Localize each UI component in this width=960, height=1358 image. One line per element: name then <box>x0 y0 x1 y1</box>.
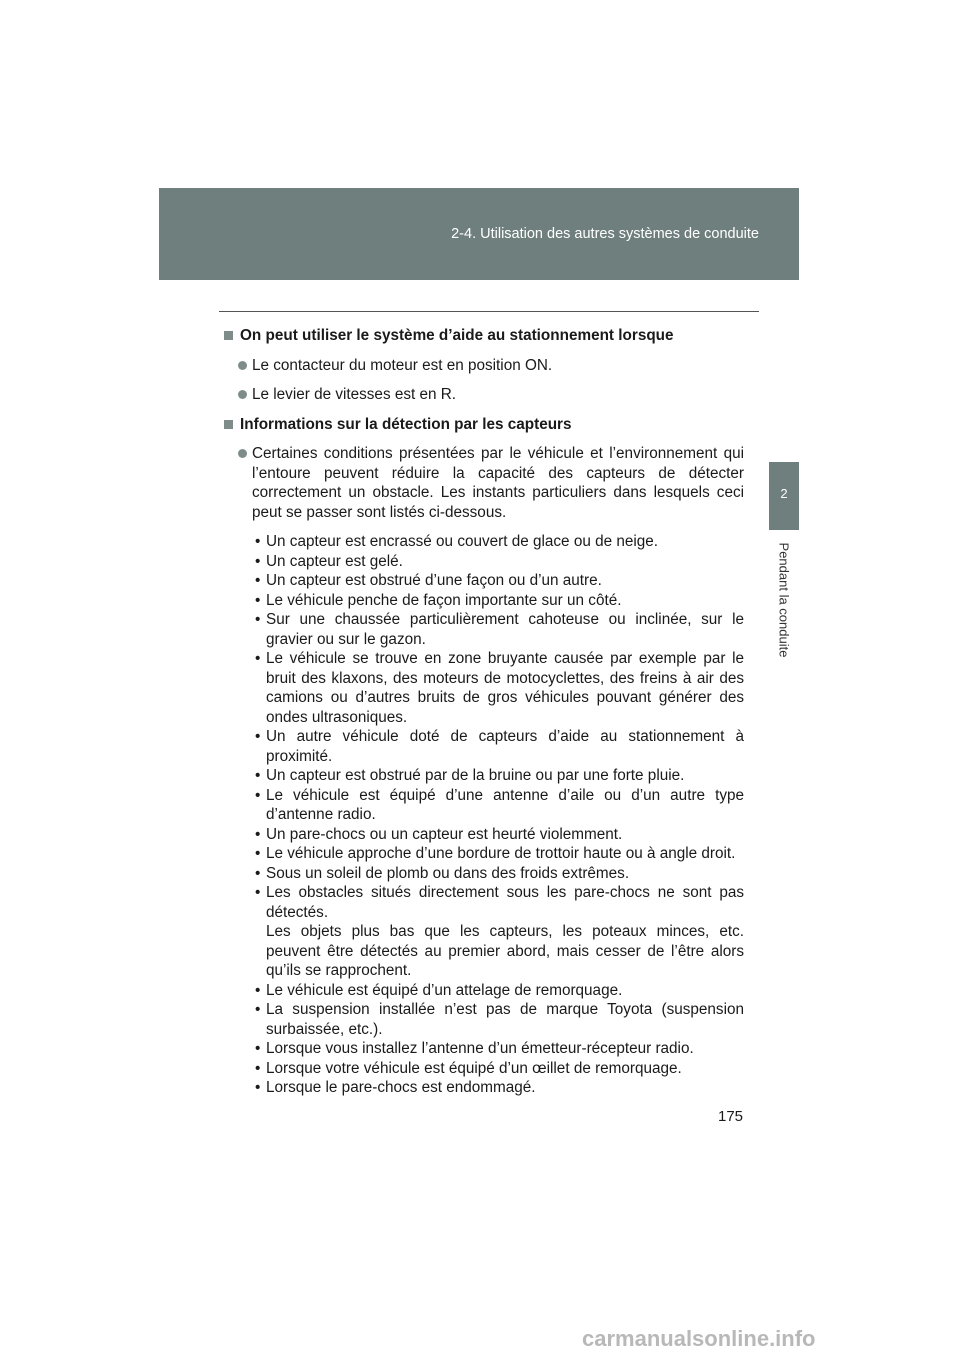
bullet-dot-icon: • <box>255 650 261 667</box>
bullet-dot-icon: • <box>255 728 261 745</box>
list-item <box>224 610 744 649</box>
list-item-text: Certaines conditions présentées par le véhicule et l’environnement qui l’entoure peuvent réduire la capacité des capteurs de détecter correctement un obstacle. Les instants particuliers dans lesquels ceci peut se passer sont listés ci-dessous. <box>252 445 744 521</box>
list-item-text: Sous un soleil de plomb ou dans des froids extrêmes. <box>266 864 630 882</box>
bullet-dot-icon: • <box>255 1001 261 1018</box>
list-item-text: Un autre véhicule doté de capteurs d’aide au stationnement à proximité. <box>266 728 744 765</box>
bullet-dot-icon: • <box>255 884 261 901</box>
bullet-dot-icon: • <box>255 1079 261 1096</box>
bullet-dot-icon: • <box>255 591 261 609</box>
main-content <box>224 326 744 1098</box>
list-item <box>224 385 744 405</box>
list-item-text: Un capteur est gelé. <box>266 552 403 570</box>
list-item-text: Le véhicule est équipé d’une antenne d’aile ou d’un autre type d’antenne radio. <box>266 786 744 823</box>
list-item-text: Lorsque votre véhicule est équipé d’un œillet de remorquage. <box>266 1059 682 1077</box>
circle-bullet-icon <box>238 449 247 458</box>
list-item <box>224 591 744 611</box>
bullet-dot-icon: • <box>255 611 261 628</box>
list-item <box>224 844 744 864</box>
bullet-dot-icon: • <box>255 1059 261 1077</box>
bullet-dot-icon: • <box>255 572 261 589</box>
list-item-text: Le véhicule se trouve en zone bruyante causée par exemple par le bruit des klaxons, des moteurs de motocyclettes, des freins à air des camions ou d’autres bruits de gros véhicules pouvant générer des ondes ultrasoniques. <box>266 650 744 726</box>
bullet-dot-icon: • <box>255 864 261 882</box>
header-band <box>159 188 799 280</box>
list-item <box>224 1039 744 1059</box>
list-item <box>224 727 744 766</box>
list-item <box>224 864 744 884</box>
list-item <box>224 1078 744 1098</box>
section-heading <box>224 415 744 435</box>
list-item <box>224 1000 744 1039</box>
bullet-dot-icon: • <box>255 981 261 999</box>
list-item <box>224 444 744 522</box>
list-item-text: Un capteur est obstrué par de la bruine ou par une forte pluie. <box>266 767 685 784</box>
conditions-list <box>224 532 744 1098</box>
bullet-dot-icon: • <box>255 533 261 550</box>
list-item <box>224 786 744 825</box>
bullet-dot-icon: • <box>255 767 261 784</box>
section-heading-text: On peut utiliser le système d’aide au stationnement lorsque <box>240 327 674 344</box>
list-item <box>224 883 744 981</box>
square-marker-icon <box>224 420 233 429</box>
chapter-number: 2 <box>780 486 788 501</box>
section-heading <box>224 326 744 346</box>
list-item-text: Lorsque vous installez l’antenne d’un émetteur-récepteur radio. <box>266 1040 694 1057</box>
bullet-dot-icon: • <box>255 786 261 804</box>
list-item-text: Le levier de vitesses est en R. <box>252 386 457 403</box>
list-item <box>224 1059 744 1079</box>
list-item <box>224 825 744 845</box>
list-item <box>224 649 744 727</box>
list-item-text: Sur une chaussée particulièrement cahoteuse ou inclinée, sur le gravier ou sur le gazon. <box>266 611 744 648</box>
page-number: 175 <box>718 1108 744 1125</box>
list-item <box>224 766 744 786</box>
chapter-label: Pendant la conduite <box>776 542 792 658</box>
list-item <box>224 532 744 552</box>
list-item <box>224 571 744 591</box>
section-heading-text: Informations sur la détection par les capteurs <box>240 415 572 433</box>
bullet-dot-icon: • <box>255 1040 261 1057</box>
list-item-text: La suspension installée n’est pas de marque Toyota (suspension surbaissée, etc.). <box>266 1001 744 1038</box>
bullet-dot-icon: • <box>255 845 261 862</box>
square-marker-icon <box>224 331 233 340</box>
list-item-text: Un capteur est encrassé ou couvert de glace ou de neige. <box>266 533 659 550</box>
divider-line <box>219 311 759 312</box>
list-item <box>224 981 744 1001</box>
watermark: carmanualsonline.info <box>582 1326 816 1351</box>
chapter-tab <box>769 462 799 530</box>
bullet-dot-icon: • <box>255 825 261 843</box>
list-item-text: Les obstacles situés directement sous les pare-chocs ne sont pas détectés. <box>266 884 744 921</box>
section-title: 2-4. Utilisation des autres systèmes de conduite <box>451 226 759 242</box>
list-item-text: Un pare-chocs ou un capteur est heurté violemment. <box>266 825 623 843</box>
list-item-text: Lorsque le pare-chocs est endommagé. <box>266 1079 536 1096</box>
list-item-text: Les objets plus bas que les capteurs, les poteaux minces, etc. peuvent être détectés au premier abord, mais cesser de l’être alors qu’ils se rapprochent. <box>266 923 744 979</box>
list-item-text: Le contacteur du moteur est en position ON. <box>252 356 553 374</box>
list-item-text: Le véhicule penche de façon importante sur un côté. <box>266 591 622 609</box>
list-item-text: Le véhicule est équipé d’un attelage de remorquage. <box>266 981 623 999</box>
list-item-text: Le véhicule approche d’une bordure de trottoir haute ou à angle droit. <box>266 845 736 862</box>
bullet-dot-icon: • <box>255 552 261 570</box>
circle-bullet-icon <box>238 390 247 399</box>
list-item-text: Un capteur est obstrué d’une façon ou d’un autre. <box>266 572 602 589</box>
list-item <box>224 552 744 572</box>
circle-bullet-icon <box>238 361 247 370</box>
list-item <box>224 356 744 376</box>
